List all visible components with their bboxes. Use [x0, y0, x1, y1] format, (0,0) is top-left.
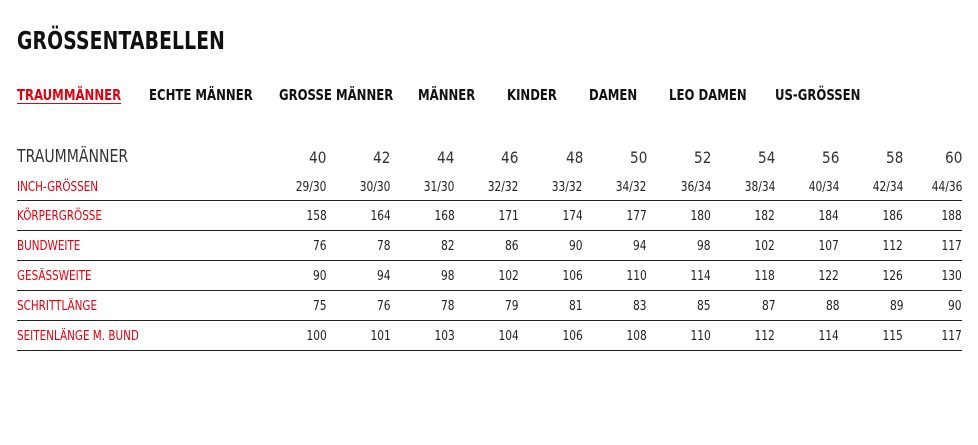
size-table [17, 144, 962, 351]
table-cell: 106 [519, 321, 583, 351]
table-cell: 114 [775, 321, 839, 351]
table-cell: 31/30 [391, 174, 455, 201]
table-cell: 87 [711, 291, 775, 321]
table-cell: 94 [583, 231, 647, 261]
table-cell: 78 [391, 291, 455, 321]
table-cell: 36/34 [647, 174, 711, 201]
tab-damen[interactable]: DAMEN [589, 86, 638, 104]
page-title: GRÖSSENTABELLEN [17, 26, 226, 55]
table-cell: 118 [711, 261, 775, 291]
table-cell: 29/30 [263, 174, 327, 201]
table-cell: 90 [519, 231, 583, 261]
table-cell: 44/36 [903, 174, 962, 201]
row-label: GESÄSSWEITE [17, 261, 263, 291]
table-cell: 38/34 [711, 174, 775, 201]
table-cell: 158 [263, 201, 327, 231]
size-header: 60 [944, 148, 962, 167]
table-cell: 34/32 [583, 174, 647, 201]
table-cell: 76 [263, 231, 327, 261]
table-cell: 112 [711, 321, 775, 351]
table-cell: 110 [583, 261, 647, 291]
table-cell: 174 [519, 201, 583, 231]
table-cell: 115 [839, 321, 903, 351]
table-cell: 101 [327, 321, 391, 351]
row-label: KÖRPERGRÖSSE [17, 201, 263, 231]
table-cell: 81 [519, 291, 583, 321]
table-cell: 103 [391, 321, 455, 351]
tab-maenner[interactable]: MÄNNER [418, 86, 476, 104]
size-header: 44 [437, 148, 455, 167]
table-cell: 78 [327, 231, 391, 261]
table-cell: 106 [519, 261, 583, 291]
row-label: SEITENLÄNGE M. BUND [17, 321, 263, 351]
tab-echte-maenner[interactable]: ECHTE MÄNNER [149, 86, 253, 104]
size-header: 56 [821, 148, 840, 167]
tab-kinder[interactable]: KINDER [507, 86, 557, 104]
table-cell: 186 [839, 201, 903, 231]
table-row-schrittlaenge [17, 291, 962, 321]
table-cell: 102 [711, 231, 775, 261]
table-header-row [17, 144, 962, 174]
size-table-container [17, 144, 962, 351]
table-cell: 86 [455, 231, 519, 261]
table-cell: 126 [839, 261, 903, 291]
table-cell: 114 [647, 261, 711, 291]
table-cell: 98 [647, 231, 711, 261]
size-header: 48 [565, 148, 583, 167]
table-cell: 177 [583, 201, 647, 231]
table-cell: 184 [775, 201, 839, 231]
tab-traummaenner[interactable]: TRAUMMÄNNER [17, 86, 122, 104]
table-cell: 110 [647, 321, 711, 351]
table-row-bundweite [17, 231, 962, 261]
table-cell: 102 [455, 261, 519, 291]
size-header: 46 [501, 148, 519, 167]
row-label: BUNDWEITE [17, 231, 263, 261]
table-cell: 82 [391, 231, 455, 261]
table-cell: 89 [839, 291, 903, 321]
table-cell: 108 [583, 321, 647, 351]
table-cell: 75 [263, 291, 327, 321]
size-header: 40 [309, 148, 327, 167]
table-cell: 164 [327, 201, 391, 231]
table-cell: 112 [839, 231, 903, 261]
table-cell: 83 [583, 291, 647, 321]
table-cell: 85 [647, 291, 711, 321]
tab-grosse-maenner[interactable]: GROSSE MÄNNER [279, 86, 394, 104]
size-header: 52 [693, 148, 712, 167]
table-cell: 76 [327, 291, 391, 321]
table-cell: 117 [903, 231, 962, 261]
table-cell: 98 [391, 261, 455, 291]
table-cell: 32/32 [455, 174, 519, 201]
size-chart-page [17, 0, 962, 445]
table-cell: 30/30 [327, 174, 391, 201]
table-cell: 130 [903, 261, 962, 291]
tab-leo-damen[interactable]: LEO DAMEN [669, 86, 747, 104]
table-cell: 122 [775, 261, 839, 291]
category-tabs [17, 86, 962, 108]
table-cell: 79 [455, 291, 519, 321]
table-cell: 40/34 [775, 174, 839, 201]
table-cell: 90 [903, 291, 962, 321]
row-label: INCH-GRÖSSEN [17, 174, 263, 201]
size-header: 42 [373, 148, 391, 167]
table-cell: 117 [903, 321, 962, 351]
table-row-inch-groessen [17, 174, 962, 201]
table-row-gesaessweite [17, 261, 962, 291]
table-cell: 33/32 [519, 174, 583, 201]
table-cell: 188 [903, 201, 962, 231]
table-cell: 171 [455, 201, 519, 231]
row-label: SCHRITTLÄNGE [17, 291, 263, 321]
table-header-label: TRAUMMÄNNER [17, 146, 129, 167]
size-header: 54 [757, 148, 776, 167]
table-cell: 42/34 [839, 174, 903, 201]
table-row-koerpergroesse [17, 201, 962, 231]
table-cell: 88 [775, 291, 839, 321]
table-cell: 168 [391, 201, 455, 231]
tab-us-groessen[interactable]: US-GRÖSSEN [775, 86, 861, 104]
table-cell: 107 [775, 231, 839, 261]
table-row-seitenlaenge [17, 321, 962, 351]
table-cell: 94 [327, 261, 391, 291]
size-header: 50 [629, 148, 647, 167]
table-cell: 104 [455, 321, 519, 351]
size-header: 58 [885, 148, 904, 167]
table-cell: 182 [711, 201, 775, 231]
table-cell: 100 [263, 321, 327, 351]
table-cell: 180 [647, 201, 711, 231]
table-cell: 90 [263, 261, 327, 291]
